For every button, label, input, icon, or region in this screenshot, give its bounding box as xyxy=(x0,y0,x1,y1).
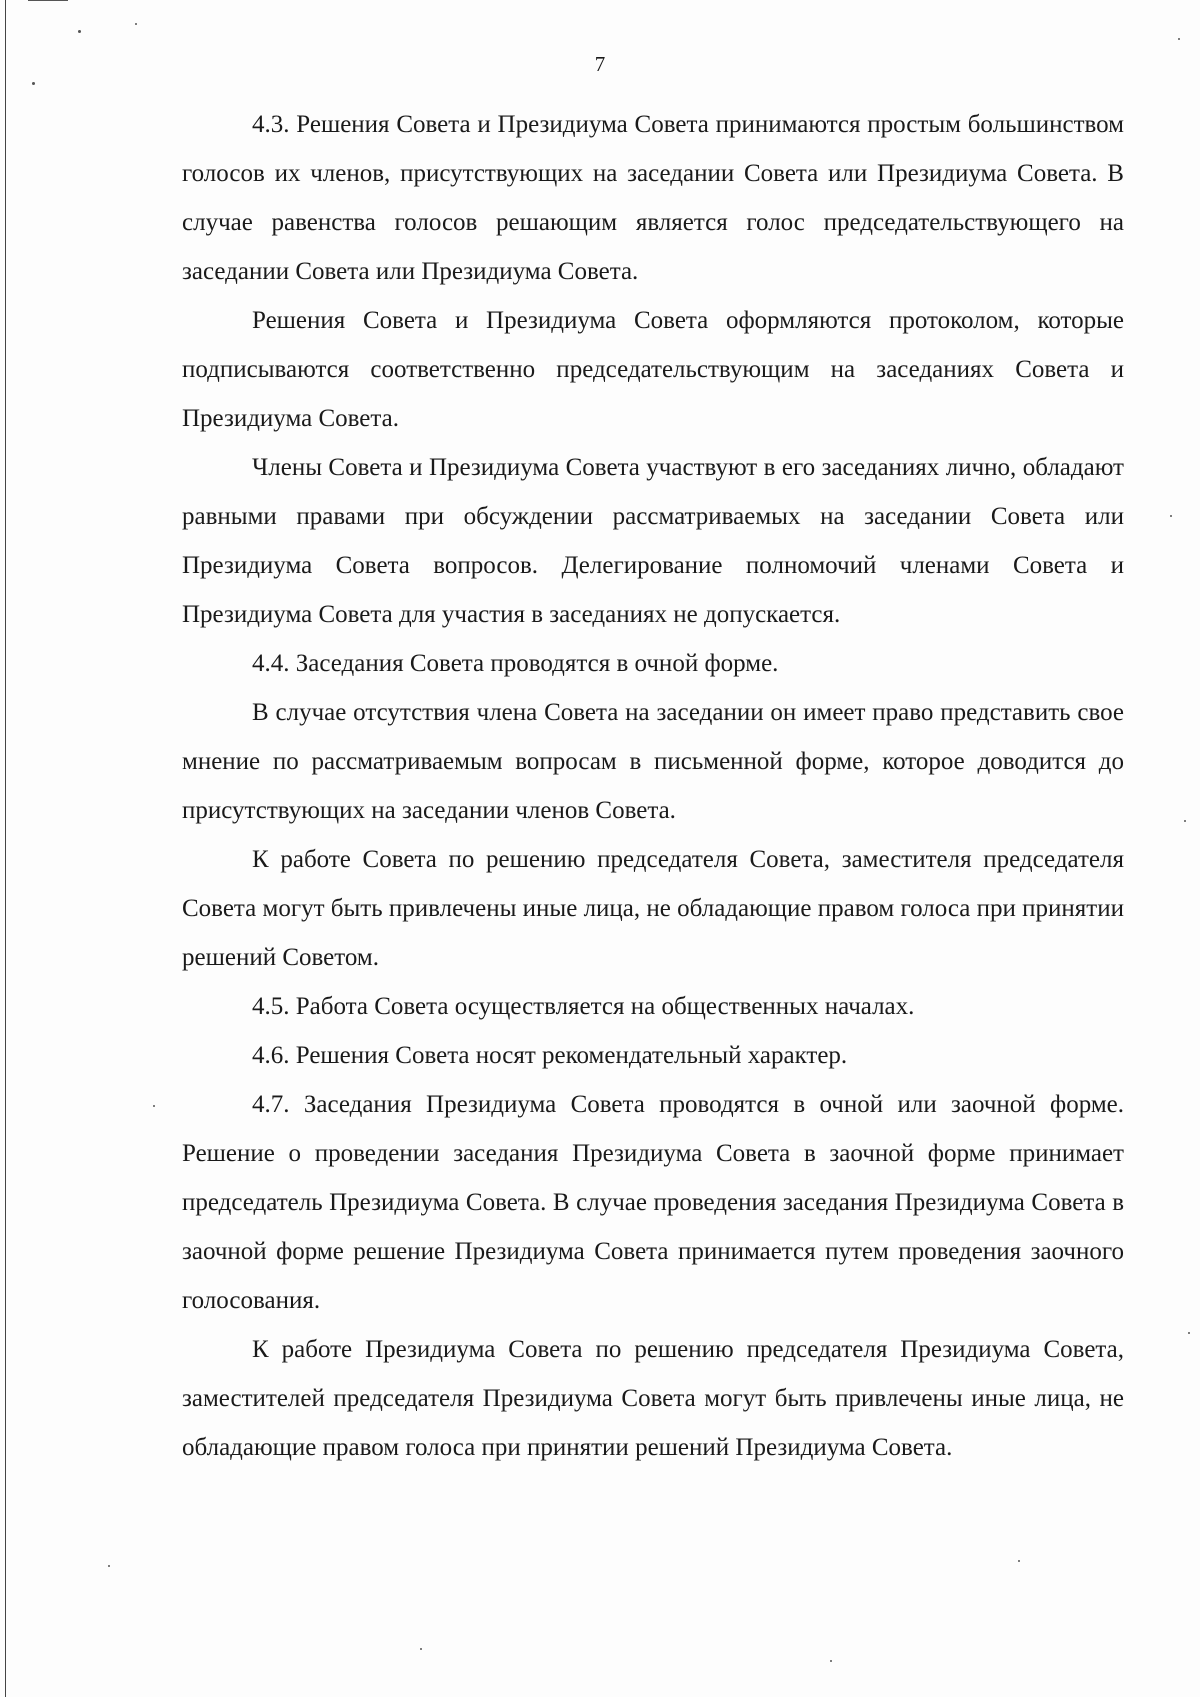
scan-speck xyxy=(420,1648,422,1650)
paragraph-4-3: 4.3. Решения Совета и Президиума Совета принимаются простым большинством голосов их членов, присутствующих на заседании Совета или Президиума Совета. В случае равенства голосов решающим является голос председательствующего на заседании Совета или Президиума Совета. xyxy=(182,111,1124,285)
paragraph-council-work: К работе Совета по решению председателя Совета, заместителя председателя Совета могут быть привлечены иные лица, не обладающие правом голоса при принятии решений Советом. xyxy=(182,846,1124,971)
paragraph-presidium-work: К работе Президиума Совета по решению председателя Президиума Совета, заместителей председателя Президиума Совета могут быть привлечены иные лица, не обладающие правом голоса при принятии решений Президиума Совета. xyxy=(182,1336,1124,1461)
scan-speck xyxy=(153,1105,155,1107)
paragraph-4-7: 4.7. Заседания Президиума Совета проводятся в очной или заочной форме. Решение о проведении заседания Президиума Совета в заочной форме принимает председатель Президиума Совета. В случае проведения заседания Президиума Совета в заочной форме решение Президиума Совета принимается путем проведения заочного голосования. xyxy=(182,1091,1124,1314)
scan-speck xyxy=(108,1565,110,1567)
scan-speck xyxy=(1184,820,1186,822)
paragraph-4-6: 4.6. Решения Совета носят рекомендательный характер. xyxy=(252,1042,848,1069)
page-left-edge xyxy=(5,0,6,1697)
paragraph-4-5: 4.5. Работа Совета осуществляется на общественных началах. xyxy=(252,993,915,1020)
scan-mark xyxy=(28,0,68,1)
scan-speck xyxy=(1170,515,1172,517)
page-number: 7 xyxy=(594,52,606,76)
scan-speck xyxy=(1018,1560,1020,1562)
paragraph-4-4: 4.4. Заседания Совета проводятся в очной форме. xyxy=(252,650,779,677)
scan-speck xyxy=(1178,38,1180,40)
paragraph-protocol: Решения Совета и Президиума Совета оформляются протоколом, которые подписываются соответственно председательствующим на заседаниях Совета и Президиума Совета. xyxy=(182,307,1124,432)
scan-speck xyxy=(830,1660,832,1662)
paragraph-absence: В случае отсутствия члена Совета на заседании он имеет право представить свое мнение по рассматриваемым вопросам в письменной форме, которое доводится до присутствующих на заседании членов Совета. xyxy=(182,699,1124,824)
scan-speck xyxy=(32,82,35,85)
paragraph-members: Члены Совета и Президиума Совета участвуют в его заседаниях лично, обладают равными правами при обсуждении рассматриваемых на заседании Совета или Президиума Совета вопросов. Делегирование полномочий членами Совета и Президиума Совета для участия в заседаниях не допускается. xyxy=(182,454,1124,628)
scan-speck xyxy=(135,23,137,25)
document-body xyxy=(182,100,1124,1472)
scan-speck xyxy=(1188,1332,1190,1334)
scan-speck xyxy=(78,30,81,33)
